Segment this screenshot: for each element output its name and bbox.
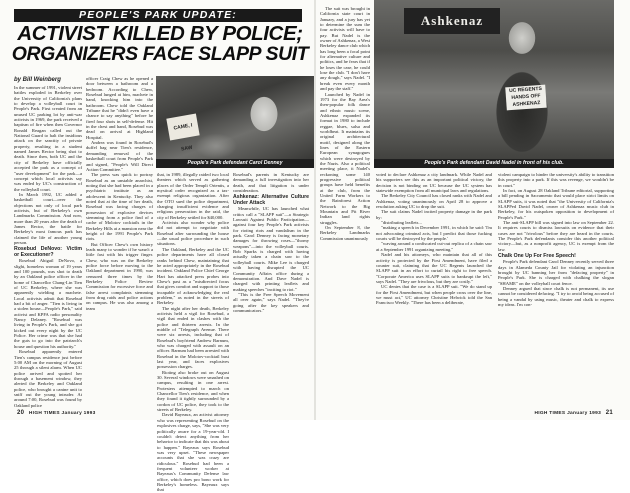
- article-column-4: [320, 6, 370, 408]
- photo-caption: People's Park defendant David Nadel in front of his club.: [424, 160, 564, 166]
- paragraph: UC denies that the case is a SLAPP suit. "We do stand up for the First Amendment, but when people cross over the line, we must act," UC attorney Christine Helwick told the San Francisco Weekly. "There has been a deliberate,: [376, 284, 492, 306]
- paragraph: Activists also wonder why police did not attempt to negotiate with Rosebud after surrounding the house—the usual police procedure in such situations.: [157, 220, 229, 247]
- paragraph: On September 8, the Berkeley Landmarks Commission unanimously: [320, 225, 370, 241]
- paragraph: Rioting also broke out on August 30. Several windows were smashed on campus, resulting in one arrest. Protesters attempted to march on Chancellor Tien's residence, and when they found it tightly surrounded by a cordon of UC police, they took to the streets of Berkeley.: [157, 369, 229, 413]
- paragraph: In the summer of 1991, violent street battles exploded in Berkeley over the University of California's plans to develop a volleyball court in People's Park. First created from an unused UC parking lot by anti-war activists in 1969, the park received a baptism of fire when then Governor Ronald Reagan called out the National Guard to halt the insidious attack on the sanctity of private property, resulting in a student named James Rector being shot to death. Since then, both UC and the city of Berkeley have officially accepted the park as a concept of "user development" for the park—a concept which local activists say was ended by UC's construction of the volleyball court.: [14, 85, 82, 192]
- paragraph: The Berkeley City Council has closed ranks with Nadel and Ashkenaz, voting unanimously on April 28 to approve a resolution asking UC to drop the suit.: [376, 193, 492, 210]
- folio-label: HIGH TIMES January 1993: [534, 411, 602, 416]
- paragraph: People's Park defendant Carol Denney recently served three days in Alameda County Jail for violating an injunction brought by UC banning her from "defacing property" in People's Park. She is charged with chalking the slogan "SHAME" on the volleyball court fence.: [498, 259, 614, 286]
- paragraph: The press was quick to portray Rosebud as an unstable anarchist, noting that she had been placed in a psychiatric institute as an adolescent in Kentucky. They also noted that at the time of her death, Rosebud was facing charges of possession of explosive devices stemming from a police find of a cache of Molotov cocktails in the Berkeley Hills at a mansion near the height of the 1991 People's Park riots.: [86, 172, 153, 242]
- page-number: 20: [17, 410, 25, 416]
- paragraph: The night after her death, Berkeley activists held a vigil for Rosebud, a vigil that ended in clashes with the police and thirteen arrests. In the middle of "Telegraph Avenue. There were six arrests, including that of Rosebud's boyfriend Andrew Barnum, who was charged with assault on an officer. Barnum had been arrested with Rosebud in the Molotov-cocktail bust last year, and faces explosives possession charges.: [157, 305, 229, 370]
- paragraph: "This is the Free Speech Movement all over again," says Nadel. "They're going after the key speakers and communicators.": [233, 291, 309, 313]
- protest-sign: UC REGENTS HANDS OFF ASHKENAZ: [505, 85, 547, 111]
- subheading: Ashkenaz: Alternative Culture Under Attack: [233, 194, 309, 207]
- paragraph: violent campaign to hinder the university's ability to transition this property into a park. If this was revenge, we wouldn't be in court.": [498, 172, 614, 188]
- paragraph: Launched by Nadel in 1973 for the Bay Area's then-popular folk dance and ethnic music scene, Ashkenaz expanded its format in 1980 to include reggae, blues, salsa and worldbeat. It maintains its original architectural motif, designed along the lines of the Eastern European synagogues which were destroyed by the Nazis. Also a political meeting place, it Nadel's reckoning some 140 progressive political groups have held benefits at the club, from the United Farm Workers to the Rainforest Action Network to the Big Mountain and Pit River Indian land rights struggles.: [320, 91, 370, 225]
- headline-line-1: ACTIVIST KILLED BY POLICE;: [17, 22, 303, 45]
- paragraph: Meanwhile, UC has launched what critics call a "SLAPP suit"—a Strategic Lawsuit Against Public Participation—against four key People's Park activists for rioting riots and vandalism in the park. Carol Denney is facing monetary damages for throwing roses—"thorny weapons"—into the volleyball courts. Bob Sparks is charged with having actually taken a chain saw to the volleyball courts. Mike Lee is charged with having disrupted the UC Community Affairs office during a demonstration. And Dave Nadel is charged with printing leaflets and making speeches "inciting to riot.": [233, 206, 309, 292]
- paragraph: "waving around a confiscated cut-out replica of a chain saw at a September 1991 organizing meeting.": [376, 241, 492, 252]
- paragraph: In fact, on August 28 Oakland Tribune editorial, supporting a bill pending in Sacramento that would place strict limits on SLAPP suits, it was noted that "the University of California's SLAPPed David Nadel, owner of Ashkenaz music club in Berkeley, for his outspoken opposition to development of People's Park.": [498, 188, 614, 220]
- paragraph: The suit claims Nadel incited property damage in the park by:: [376, 209, 492, 220]
- paragraph: David Bayeaux, an activist attorney who was representing Rosebud on the explosives charge, says, "She was very politically aware for a 19-year-old. I couldn't detect anything from her behavior to indicate that this was about to happen." Bayeaux says Rosebud was very upset. "These newspaper accounts that she was crazy are ridiculous." Rosebud had been a frequent volunteer worker at Bayeaux's Community Defense law office, which does pro bono work for Berkeley's homeless. Bayeaux says that: [157, 412, 229, 493]
- page-gutter: [314, 0, 316, 420]
- article-column-6: [498, 172, 614, 408]
- photo-carol-denney: [156, 76, 314, 168]
- folio-label: HIGH TIMES January 1993: [28, 411, 96, 416]
- article-column-1: [14, 76, 82, 408]
- paragraph: The suit was brought in California state court in January, and a jury has yet to determine the sum the four activists will have to pay. But Nadel is the owner of Ashkenaz, a West Berkeley dance club which has long been a focal point for alternative culture and politics, and he fears that if he loses the case, he could lose the club. "I don't have any dough," says Nadel. "I break even every month and pay the staff.": [320, 6, 371, 92]
- article-column-2: [86, 76, 153, 408]
- folio-left: [14, 410, 96, 416]
- headline: [10, 24, 310, 64]
- paragraph: Rosebud Abigail DeNovo, a slight, homeless woman of 19 years and 100 pounds, was shot to death by an Oakland police officer in the home of Chancellor Chang-Lin Tien of UC Berkeley, where she was apparently wielding a machete. Local activists admit that Rosebud had a bit of anger. "Tien is living in a stolen house—People's Park," said activist and KPFA radio personality Nancy Delaney. "Rosebud was living in People's Park, and she got kicked out every night by the UC Police. Her crime was that she had the guts to go into the patriarch's house and question his authority.": [14, 258, 82, 349]
- paragraph: "making a speech in December 1991, in which he said: 'I'm not advocating criminal acts, but I predict that those fucking courts will be destroyed by the people.': [376, 225, 492, 242]
- paragraph: In March 1992, UC added a basketball court—over the objections not only of local park activists, but of Berkeley's own Landmarks Commission. And now, more than 20 years after the death of James Rector, the battle for Berkeley's most famous park has claimed the life of another young person.: [14, 191, 82, 245]
- article-column-3b: [233, 172, 309, 408]
- paragraph: "distributing leaflets...: [381, 220, 422, 226]
- folio-right: [534, 410, 616, 416]
- paragraph: The anti-SLAPP bill was signed into law on September 22. It requires courts to dismiss lawsuits on evidence that their cases are not "frivolous" before they are heard in the courts. The People's Park defendants consider this another political victory—but, as a nonprofit agency, UC is exempt from the law.: [498, 220, 614, 252]
- article-column-5: [376, 172, 492, 408]
- page-number: 21: [605, 410, 613, 416]
- paragraph: But Officer Chew's own history leads many to wonder if he wasn't a little fast with his trigger finger. Chew, who was on the Berkeley police force before moving to the Oakland department in 1990, was censured three times by the Berkeley Police Review Commission for excessive force and false arrest complaints stemming from drug raids and police actions on campus. He was also among a team: [86, 241, 153, 311]
- byline: by Bill Weinberg: [14, 77, 61, 83]
- paragraph: The Oakland, Berkeley and the UC police departments have all closed ranks behind Chew, maintaining that he acted appropriately in the Rosebud incident. Oakland Police Chief George Hart has attacked press probes into Chew's past as a "misdirected focus that gives comfort and support to those incapable of acknowledging the real problem," as noted in the streets of Berkeley.: [157, 246, 229, 306]
- subheading: Chalk One Up For Free Speech!: [498, 253, 576, 260]
- paragraph: officer Craig Chew as he opened a door between a bathroom and a bedroom. According to Chew, Rosebud lunged at him, machete in hand, knocking him into the bathroom. Chew told the Oakland Tribune that he "didn't even have a chance to say anything" before he fired four shots in self-defense. Hit in the chest and hand, Rosebud was dead on arrival at Highland Hospital.: [86, 76, 153, 140]
- paragraph: Denney argued that since chalk is not permanent, its use cannot be considered defacing. "I try to avoid being accused of being a vandal by using music, theater and chalk to express my ideas. I'm con-: [498, 285, 614, 307]
- subheading: Rosebud DeNovo: Victim or Executioner?: [14, 246, 82, 259]
- photo-david-nadel: [374, 0, 614, 168]
- paragraph: Andrea was found in Rosebud's duffel bag near Tien's residence, demanding removal of the basketball court from People's Park and signed, "People's Will Direct Action Committee.": [86, 140, 153, 172]
- paragraph: voted to declare Ashkenaz a city landmark. While Nadel and his supporters see this as an important political victory, the decision is not binding on UC because the UC system has statewide exemption from all municipal laws and regulations.: [376, 172, 492, 194]
- paragraph: Rosebud apparently entered Tien's campus residence just before 5:00 AM on the morning of August 25 through a silent alarm. When UC police arrived and spotted her through a basement window, they alerted the Berkeley and Oakland police, who brought a canine unit to sniff out the young intruder. At around 7:00, Rosebud was found by Oakland police: [14, 349, 82, 408]
- paragraph: Nadel and his attorneys, who maintain that all of this activity is protected by the First Amendment, have filed a counter suit, claiming that the UC Regents launched the SLAPP suit in an effort to curtail his right to free speech. "Corporate America uses SLAPP suits to bankrupt the left," says Nadel. "They are frivolous, but they are costly.": [376, 252, 492, 284]
- ashkenaz-sign: Ashkenaz: [404, 8, 500, 34]
- paragraph: Rosebud's parents in Kentucky are demanding a full investigation into her death, and that litigation is under consideration.: [233, 172, 309, 194]
- paragraph: that, in 1989, illegally raided two local theaters which served as gathering places of the Order Templi Orientis, a mystical order recognized as a tax-exempt religious organization. After the OTO sued the police department, charging insufficient evidence and religious persecution in the raid, the city of Berkeley settled for $40,000.: [157, 172, 229, 220]
- protest-sign: CAME, I SAW: [166, 114, 199, 141]
- photo-caption: People's Park defendant Carol Denney: [187, 160, 283, 166]
- article-column-3: [157, 172, 229, 493]
- headline-line-2: ORGANIZERS FACE SLAPP SUIT: [11, 43, 309, 65]
- kicker: PEOPLE'S PARK UPDATE:: [79, 9, 237, 21]
